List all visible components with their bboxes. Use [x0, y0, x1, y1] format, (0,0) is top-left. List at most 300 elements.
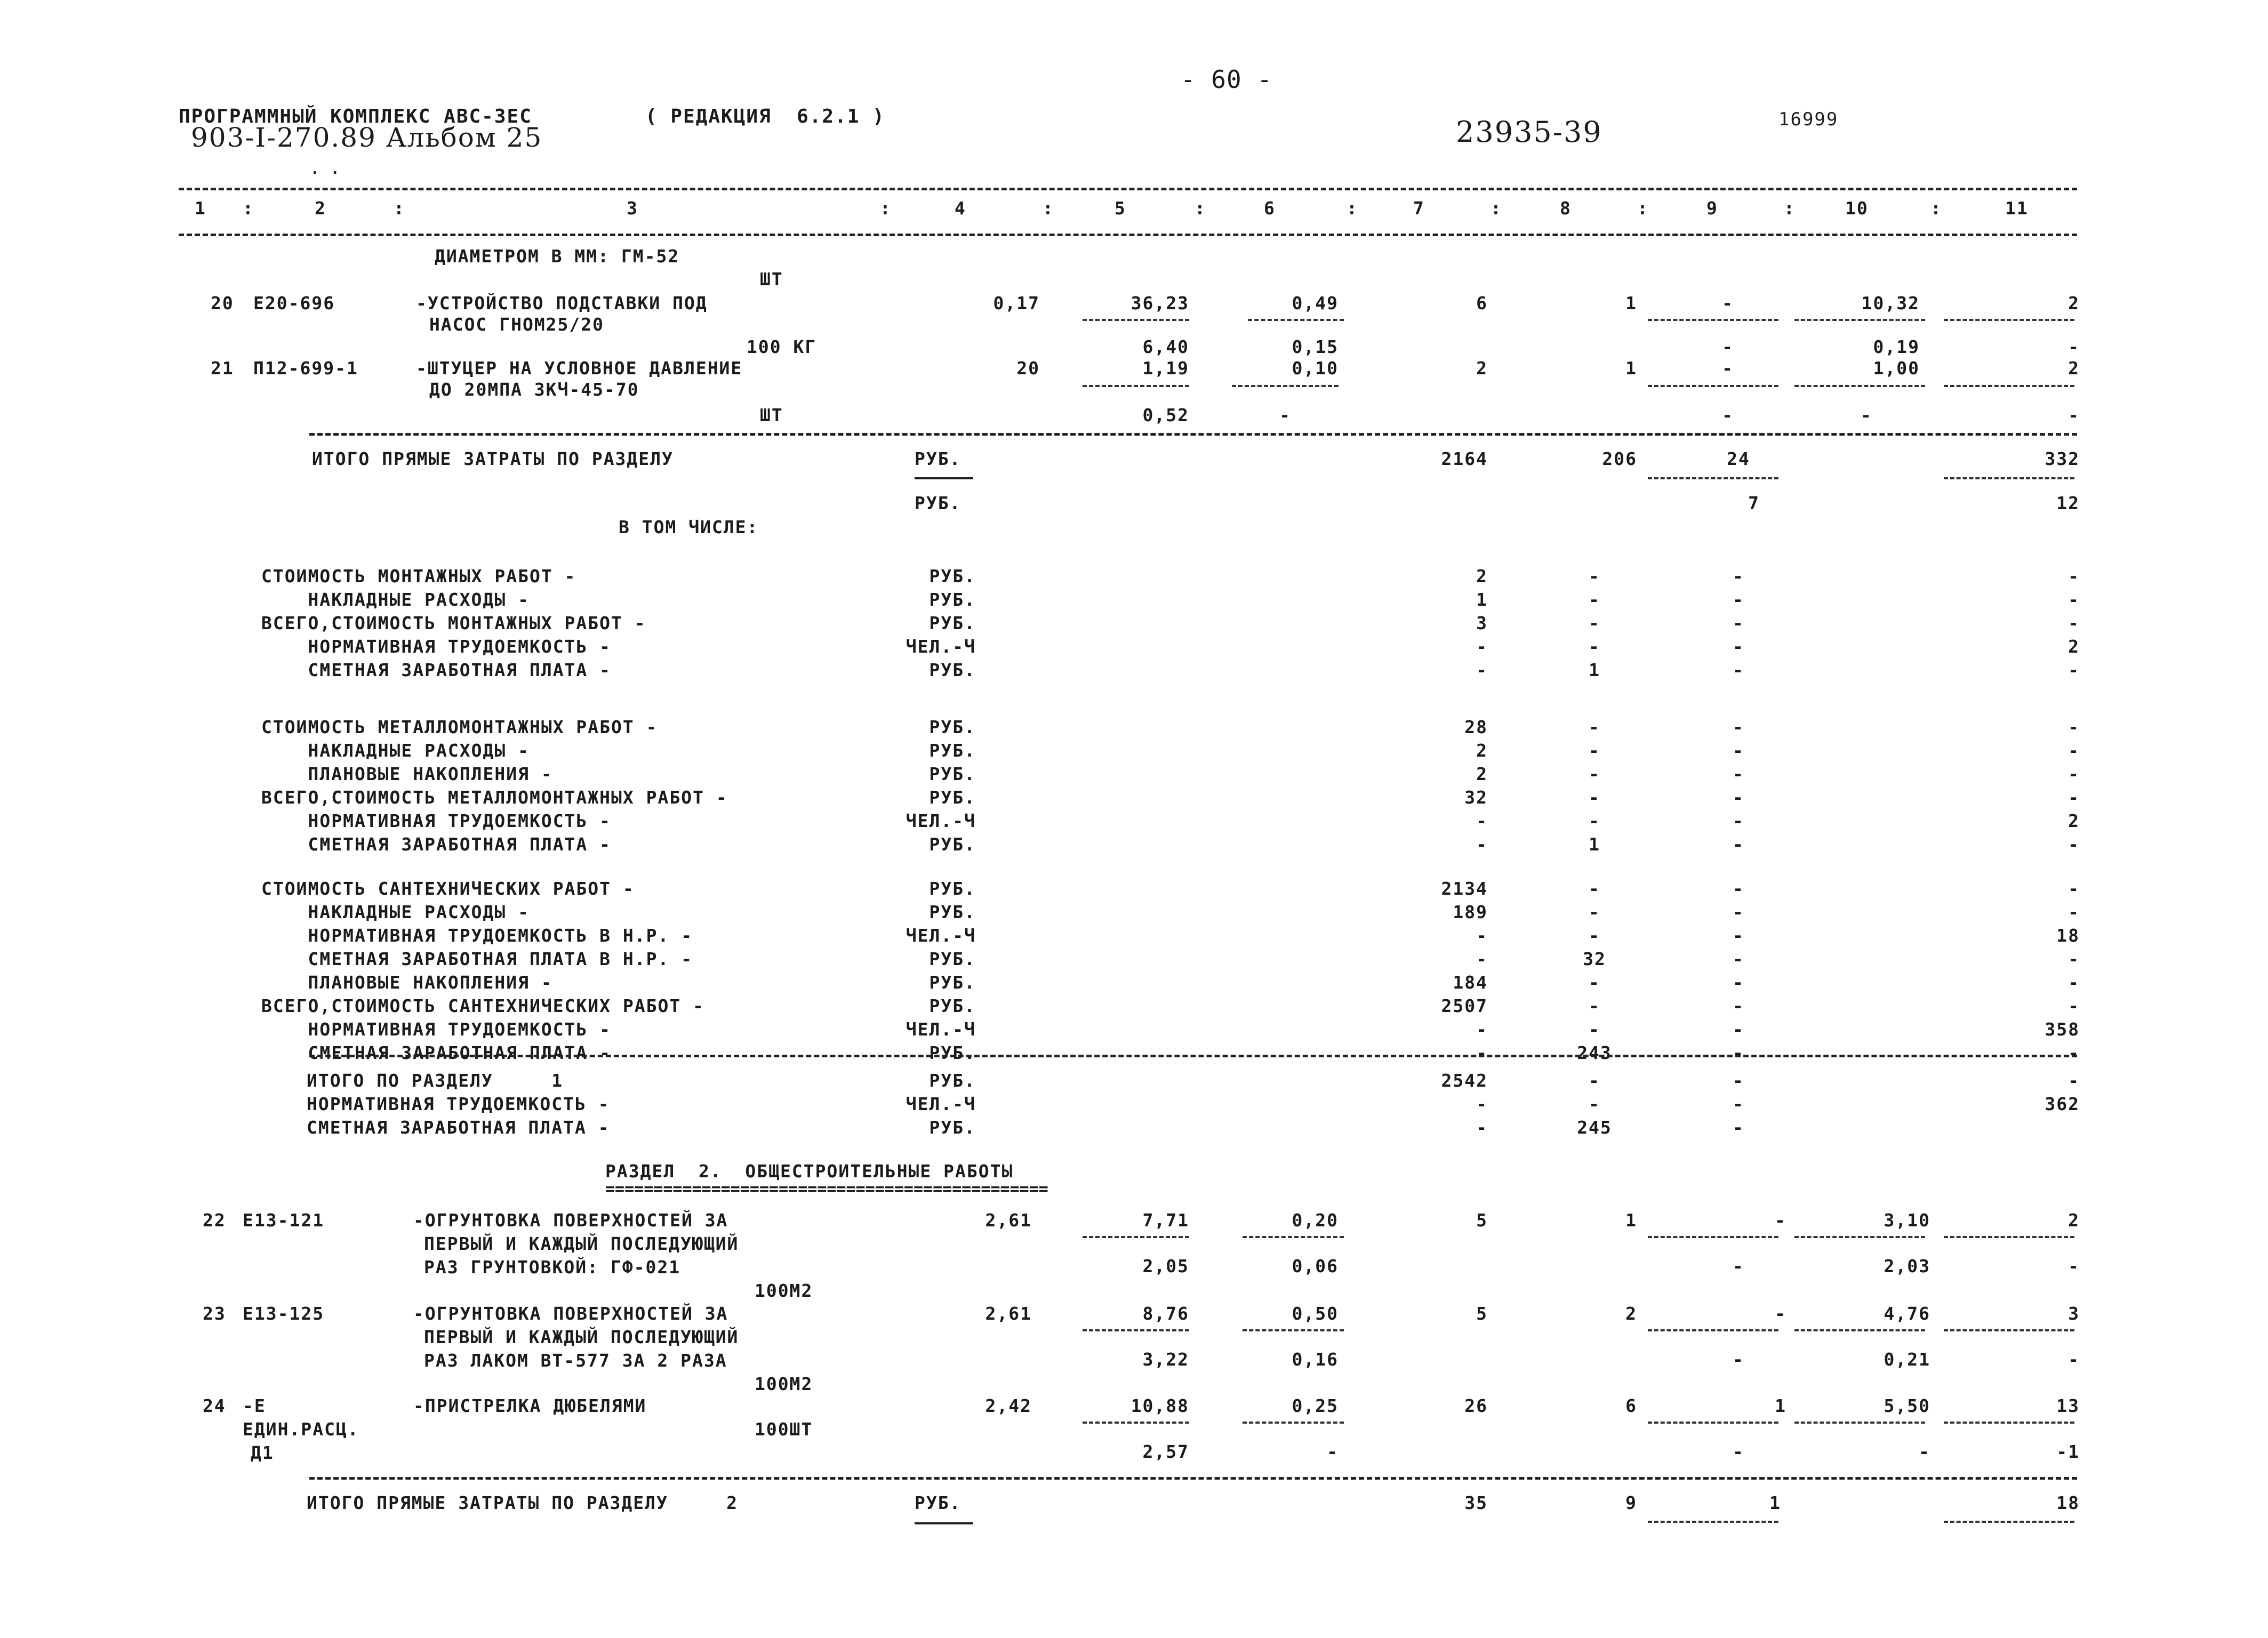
- cell-col9: -: [1722, 293, 1734, 314]
- cell-col8: 1: [1625, 358, 1637, 379]
- cell-col5: 8,76: [1142, 1303, 1189, 1324]
- cell-col5: 0,52: [1142, 405, 1189, 425]
- cell-rule: [1243, 1329, 1344, 1331]
- item-text: ПЕРВЫЙ И КАЖДЫЙ ПОСЛЕДУЮЩИЙ: [424, 1233, 739, 1254]
- cell-rule: [1794, 1236, 1925, 1238]
- cell-col11: -: [2068, 764, 2080, 784]
- cell-col9: -: [1733, 902, 1744, 922]
- section-rule: [309, 433, 2077, 436]
- item-unit: ШТ: [760, 405, 783, 425]
- cell-col9: -: [1775, 1210, 1786, 1231]
- row-label: НАКЛАДНЫЕ РАСХОДЫ -: [261, 740, 530, 761]
- item-unit: 100М2: [755, 1280, 813, 1301]
- row-unit: РУБ.: [929, 1042, 976, 1063]
- tick-mark: · ·: [310, 164, 341, 181]
- row-label: НОРМАТИВНАЯ ТРУДОЕМКОСТЬ -: [261, 1019, 612, 1040]
- row-label: НОРМАТИВНАЯ ТРУДОЕМКОСТЬ -: [261, 636, 612, 657]
- cell-col4: 0,17: [993, 293, 1040, 314]
- cell-col8: -: [1589, 764, 1600, 784]
- cell-col9: -: [1733, 589, 1744, 610]
- total-unit: РУБ.: [915, 448, 961, 469]
- cell-col11: 362: [2045, 1094, 2080, 1114]
- cell-col9: -: [1733, 764, 1744, 784]
- item-number: 24: [203, 1395, 226, 1416]
- cell-col11: 2: [2068, 293, 2080, 314]
- cell-col9: -: [1733, 949, 1744, 969]
- item-code: Е13-125: [243, 1303, 325, 1324]
- cell-col11: 2: [2068, 810, 2080, 831]
- cell-rule: [1083, 1422, 1189, 1424]
- cell-col8: 243: [1577, 1042, 1612, 1063]
- cell-col8: 1: [1625, 293, 1637, 314]
- cell-col11: -: [2068, 902, 2080, 922]
- row-label: СТОИМОСТЬ САНТЕХНИЧЕСКИХ РАБОТ -: [261, 878, 635, 899]
- item-text: -ШТУЦЕР НА УСЛОВНОЕ ДАВЛЕНИЕ: [416, 358, 743, 379]
- cell-rule: [1944, 1521, 2074, 1523]
- col-sep: :: [1347, 198, 1358, 219]
- cell-col8: -: [1589, 995, 1600, 1016]
- row-unit: РУБ.: [929, 949, 976, 969]
- cell-col8: 2: [1625, 1303, 1637, 1324]
- cell-col6: 0,50: [1292, 1303, 1339, 1324]
- cell-col11: 3: [2068, 1303, 2080, 1324]
- underline: [915, 1522, 973, 1524]
- cell-col5: 2,57: [1142, 1441, 1189, 1462]
- cell-col11: 13: [2056, 1395, 2080, 1416]
- cell-col7: 6: [1476, 293, 1488, 314]
- cell-col11: -: [2068, 336, 2080, 357]
- total-label: ИТОГО ПРЯМЫЕ ЗАТРАТЫ ПО РАЗДЕЛУ: [312, 448, 674, 469]
- cell-col9: -: [1733, 834, 1744, 855]
- cell-rule: [1944, 1422, 2074, 1424]
- row-label: СМЕТНАЯ ЗАРАБОТНАЯ ПЛАТА -: [261, 1042, 612, 1063]
- cell-col11: 2: [2068, 636, 2080, 657]
- cell-col11: -: [2068, 613, 2080, 633]
- cell-col9: 24: [1727, 448, 1750, 469]
- cell-col7: -: [1476, 925, 1488, 946]
- cell-col8: -: [1589, 787, 1600, 808]
- cell-col8: -: [1589, 1019, 1600, 1040]
- col-header: 8: [1560, 198, 1572, 219]
- cell-col8: -: [1589, 1094, 1600, 1114]
- cell-col8: -: [1589, 1070, 1600, 1091]
- cell-col7: 26: [1464, 1395, 1488, 1416]
- total-label: ИТОГО ПРЯМЫЕ ЗАТРАТЫ ПО РАЗДЕЛУ 2: [307, 1492, 739, 1513]
- section-2-title: РАЗДЕЛ 2. ОБЩЕСТРОИТЕЛЬНЫЕ РАБОТЫ: [605, 1161, 1014, 1182]
- cell-col8: -: [1589, 740, 1600, 761]
- cell-rule: [1794, 1329, 1925, 1331]
- col-sep: :: [880, 198, 892, 219]
- cell-col5: 3,22: [1142, 1349, 1189, 1370]
- cell-col10: 4,76: [1884, 1303, 1930, 1324]
- cell-col7: -: [1476, 636, 1488, 657]
- col-sep: :: [243, 198, 254, 219]
- col-sep: :: [394, 198, 405, 219]
- item-text: РАЗ ЛАКОМ ВТ-577 ЗА 2 РАЗА: [424, 1350, 727, 1371]
- cell-col11: 2: [2068, 1210, 2080, 1231]
- cell-col9: -: [1733, 810, 1744, 831]
- row-unit: ЧЕЛ.-Ч: [905, 1094, 976, 1114]
- cell-col9: -: [1733, 1094, 1744, 1114]
- cell-col6: 0,16: [1292, 1349, 1339, 1370]
- cell-col6: 0,20: [1292, 1210, 1339, 1231]
- item-text: ПЕРВЫЙ И КАЖДЫЙ ПОСЛЕДУЮЩИЙ: [424, 1327, 739, 1347]
- cell-col7: 2: [1476, 764, 1488, 784]
- total-unit: РУБ.: [915, 1492, 961, 1513]
- col-header: 10: [1845, 198, 1869, 219]
- item-text: -ПРИСТРЕЛКА ДЮБЕЛЯМИ: [413, 1395, 647, 1416]
- cell-col8: -: [1589, 589, 1600, 610]
- cell-col7: -: [1476, 810, 1488, 831]
- cell-col8: -: [1589, 902, 1600, 922]
- item-code: ЕДИН.РАСЦ.: [243, 1419, 359, 1440]
- item-number: 23: [203, 1303, 226, 1324]
- col-header: 1: [195, 198, 206, 219]
- col-header: 3: [627, 198, 638, 219]
- cell-col9: -: [1775, 1303, 1786, 1324]
- cell-col7: 5: [1476, 1210, 1488, 1231]
- album-title: 903-I-270.89 Альбом 25: [191, 122, 543, 153]
- cell-col6: 0,06: [1292, 1256, 1339, 1276]
- cell-col11: 18: [2056, 925, 2080, 946]
- cell-rule: [1243, 1236, 1344, 1238]
- row-label: СТОИМОСТЬ МЕТАЛЛОМОНТАЖНЫХ РАБОТ -: [261, 717, 658, 737]
- cell-col8: -: [1589, 566, 1600, 587]
- cell-rule: [1648, 1329, 1778, 1331]
- cell-col11: -: [2068, 949, 2080, 969]
- cell-col9: -: [1733, 1117, 1744, 1138]
- row-label: НАКЛАДНЫЕ РАСХОДЫ -: [261, 902, 530, 922]
- row-unit: РУБ.: [929, 717, 976, 737]
- cell-col4: 2,61: [985, 1210, 1032, 1231]
- cell-col11: -: [2068, 1256, 2080, 1276]
- row-unit: ЧЕЛ.-Ч: [905, 810, 976, 831]
- cell-col7: -: [1476, 949, 1488, 969]
- col-header: 11: [2005, 198, 2029, 219]
- cell-col6: 0,10: [1292, 358, 1339, 379]
- cell-col9: -: [1733, 1256, 1744, 1276]
- cell-rule: [1794, 319, 1925, 321]
- cell-col8: 1: [1625, 1210, 1637, 1231]
- cell-rule: [1944, 477, 2074, 479]
- cell-rule: [1648, 1422, 1778, 1424]
- row-label: ВСЕГО,СТОИМОСТЬ САНТЕХНИЧЕСКИХ РАБОТ -: [261, 995, 704, 1016]
- cell-col10: 5,50: [1884, 1395, 1930, 1416]
- row-unit: ЧЕЛ.-Ч: [905, 636, 976, 657]
- cell-col11: -: [2068, 566, 2080, 587]
- cell-col4: 2,42: [985, 1395, 1032, 1416]
- cell-rule: [1083, 319, 1189, 321]
- row-unit: РУБ.: [929, 589, 976, 610]
- cell-rule: [1083, 385, 1189, 387]
- cell-rule: [1794, 385, 1925, 387]
- cell-col11: 2: [2068, 358, 2080, 379]
- row-unit: ЧЕЛ.-Ч: [905, 1019, 976, 1040]
- cell-col9: -: [1733, 925, 1744, 946]
- row-label: ПЛАНОВЫЕ НАКОПЛЕНИЯ -: [261, 764, 553, 784]
- cell-col11: -: [2068, 405, 2080, 425]
- cell-col7: 3: [1476, 613, 1488, 633]
- item-code: Е20-696: [253, 293, 335, 314]
- cell-col6: 0,15: [1292, 336, 1339, 357]
- cell-col11: -: [2068, 834, 2080, 855]
- cell-col9: -: [1722, 336, 1734, 357]
- row-label: СМЕТНАЯ ЗАРАБОТНАЯ ПЛАТА -: [261, 660, 612, 680]
- item-code: П12-699-1: [253, 358, 358, 379]
- row-unit: РУБ.: [929, 613, 976, 633]
- row-unit: РУБ.: [929, 995, 976, 1016]
- row-label: НАКЛАДНЫЕ РАСХОДЫ -: [261, 589, 530, 610]
- cell-col6: -: [1279, 405, 1291, 425]
- cell-col9: -: [1733, 740, 1744, 761]
- row-label: НОРМАТИВНАЯ ТРУДОЕМКОСТЬ -: [307, 1094, 610, 1114]
- row-unit: РУБ.: [929, 972, 976, 993]
- cell-col5: 6,40: [1142, 336, 1189, 357]
- cell-col8: -: [1589, 972, 1600, 993]
- cell-col8: -: [1589, 717, 1600, 737]
- row-unit: РУБ.: [929, 878, 976, 899]
- row-unit: РУБ.: [929, 764, 976, 784]
- item-text: РАЗ ГРУНТОВКОЙ: ГФ-021: [424, 1257, 681, 1278]
- cell-col11: -: [2068, 1349, 2080, 1370]
- cell-col10: 3,10: [1884, 1210, 1930, 1231]
- cell-col7: 2542: [1441, 1070, 1488, 1091]
- cell-rule: [1944, 385, 2074, 387]
- cell-rule: [1232, 385, 1339, 387]
- col-sep: :: [1490, 198, 1502, 219]
- item-code: Е13-121: [243, 1210, 325, 1231]
- cell-col7: -: [1476, 1019, 1488, 1040]
- cell-col9: 7: [1748, 493, 1760, 513]
- row-unit: РУБ.: [929, 902, 976, 922]
- cell-col7: 2: [1476, 358, 1488, 379]
- cell-col11: -: [2068, 1070, 2080, 1091]
- cell-rule: [1648, 319, 1778, 321]
- row-unit: РУБ.: [929, 566, 976, 587]
- row-label: ИТОГО ПО РАЗДЕЛУ 1: [307, 1070, 564, 1091]
- row-label: СМЕТНАЯ ЗАРАБОТНАЯ ПЛАТА -: [261, 834, 612, 855]
- cell-col7: 2164: [1441, 448, 1488, 469]
- cell-col11: -: [2068, 740, 2080, 761]
- cell-col8: 9: [1625, 1492, 1637, 1513]
- cell-col6: 0,49: [1292, 293, 1339, 314]
- cell-col7: 2507: [1441, 995, 1488, 1016]
- cell-rule: [1648, 1236, 1778, 1238]
- row-unit: РУБ.: [929, 660, 976, 680]
- cell-col7: 184: [1453, 972, 1488, 993]
- col-header: 9: [1706, 198, 1718, 219]
- col-sep: :: [1637, 198, 1649, 219]
- cell-col8: -: [1589, 810, 1600, 831]
- item-unit: ШТ: [760, 269, 783, 290]
- cell-col11: -1: [2056, 1441, 2080, 1462]
- row-label: СМЕТНАЯ ЗАРАБОТНАЯ ПЛАТА -: [307, 1117, 610, 1138]
- row-label: НОРМАТИВНАЯ ТРУДОЕМКОСТЬ -: [261, 810, 612, 831]
- cell-col9: -: [1722, 405, 1734, 425]
- code-number: 16999: [1778, 109, 1839, 130]
- col-sep: :: [1195, 198, 1206, 219]
- item-number: 21: [211, 358, 234, 379]
- cell-col7: -: [1476, 660, 1488, 680]
- cell-col9: 1: [1775, 1395, 1786, 1416]
- cell-rule: [1648, 385, 1778, 387]
- row-label: ВСЕГО,СТОИМОСТЬ МЕТАЛЛОМОНТАЖНЫХ РАБОТ -: [261, 787, 728, 808]
- cell-col7: 2: [1476, 566, 1488, 587]
- cell-col7: 189: [1453, 902, 1488, 922]
- item-text: -УСТРОЙСТВО ПОДСТАВКИ ПОД: [416, 293, 708, 314]
- cell-rule: [1944, 1236, 2074, 1238]
- cell-col5: 10,88: [1131, 1395, 1189, 1416]
- cell-col9: -: [1733, 878, 1744, 899]
- cell-col7: 35: [1464, 1492, 1488, 1513]
- cell-col6: 0,25: [1292, 1395, 1339, 1416]
- cell-col8: 245: [1577, 1117, 1612, 1138]
- cell-col9: -: [1733, 717, 1744, 737]
- cell-rule: [1083, 1329, 1189, 1331]
- cell-col9: -: [1733, 787, 1744, 808]
- cell-col8: 206: [1602, 448, 1637, 469]
- cell-col7: 2134: [1441, 878, 1488, 899]
- cell-col8: 32: [1583, 949, 1606, 969]
- cell-col11: -: [2068, 717, 2080, 737]
- cell-col9: -: [1733, 566, 1744, 587]
- cell-col11: 12: [2056, 493, 2080, 513]
- cell-col8: -: [1589, 636, 1600, 657]
- cell-col7: 1: [1476, 589, 1488, 610]
- cell-col10: -: [1919, 1441, 1930, 1462]
- cell-col6: -: [1327, 1441, 1339, 1462]
- row-label: СТОИМОСТЬ МОНТАЖНЫХ РАБОТ -: [261, 566, 576, 587]
- cell-rule: [1794, 1422, 1925, 1424]
- cell-col10: 0,21: [1884, 1349, 1930, 1370]
- row-unit: РУБ.: [929, 787, 976, 808]
- row-unit: ЧЕЛ.-Ч: [905, 925, 976, 946]
- cell-col8: 1: [1589, 660, 1600, 680]
- cell-col11: -: [2068, 787, 2080, 808]
- cell-col9: -: [1733, 1349, 1744, 1370]
- col-sep: :: [1930, 198, 1942, 219]
- cell-rule: [1648, 477, 1778, 479]
- cell-col5: 2,05: [1142, 1256, 1189, 1276]
- item-unit: 100М2: [755, 1374, 813, 1394]
- row-unit: РУБ.: [929, 1070, 976, 1091]
- cell-col11: -: [2068, 995, 2080, 1016]
- cell-col11: -: [2068, 589, 2080, 610]
- row-label: ВСЕГО,СТОИМОСТЬ МОНТАЖНЫХ РАБОТ -: [261, 613, 646, 633]
- item-text: -ОГРУНТОВКА ПОВЕРХНОСТЕЙ ЗА: [413, 1303, 728, 1324]
- cell-col7: 28: [1464, 717, 1488, 737]
- row-unit: РУБ.: [929, 740, 976, 761]
- cell-col9: -: [1733, 1441, 1744, 1462]
- col-header: 2: [315, 198, 326, 219]
- underline: [915, 477, 973, 479]
- cell-col10: 0,19: [1873, 336, 1920, 357]
- cell-col7: -: [1476, 834, 1488, 855]
- col-header: 7: [1413, 198, 1425, 219]
- cell-col4: 2,61: [985, 1303, 1032, 1324]
- header-rule-top: [179, 188, 2077, 190]
- cell-col9: -: [1733, 995, 1744, 1016]
- cell-col8: -: [1589, 878, 1600, 899]
- col-header: 4: [955, 198, 966, 219]
- item-code: -Е: [243, 1395, 266, 1416]
- program-name: ПРОГРАММНЫЙ КОМПЛЕКС АВС-3ЕС: [179, 106, 532, 127]
- header-rule-bottom: [179, 234, 2077, 236]
- cell-col10: 10,32: [1861, 293, 1920, 314]
- cell-col11: 358: [2045, 1019, 2080, 1040]
- item-text: НАСОС ГНОМ25/20: [429, 314, 605, 335]
- cell-col9: -: [1733, 972, 1744, 993]
- cell-col10: -: [1861, 405, 1872, 425]
- col-sep: :: [1043, 198, 1054, 219]
- double-rule: ==============================================: [605, 1180, 1048, 1199]
- edition: ( РЕДАКЦИЯ 6.2.1 ): [645, 106, 885, 127]
- item-text: ДИАМЕТРОМ В ММ: ГМ-52: [435, 246, 680, 267]
- cell-rule: [1944, 319, 2074, 321]
- cell-col10: 2,03: [1884, 1256, 1930, 1276]
- cell-col8: 6: [1625, 1395, 1637, 1416]
- cell-col5: 36,23: [1131, 293, 1189, 314]
- col-header: 6: [1264, 198, 1276, 219]
- total-unit: РУБ.: [915, 493, 961, 513]
- section-rule: [309, 1055, 2077, 1057]
- cell-col7: 5: [1476, 1303, 1488, 1324]
- row-unit: РУБ.: [929, 834, 976, 855]
- item-text: ДО 20МПА 3КЧ-45-70: [429, 379, 639, 400]
- col-sep: :: [1784, 198, 1796, 219]
- cell-col9: -: [1733, 636, 1744, 657]
- document-number: 23935-39: [1456, 115, 1602, 149]
- cell-col7: -: [1476, 1094, 1488, 1114]
- cell-col5: 7,71: [1142, 1210, 1189, 1231]
- cell-col7: -: [1476, 1117, 1488, 1138]
- cell-col7: -: [1476, 1042, 1488, 1063]
- cell-rule: [1944, 1329, 2074, 1331]
- cell-col9: -: [1733, 660, 1744, 680]
- section-rule: [309, 1477, 2077, 1480]
- cell-col11: 18: [2056, 1492, 2080, 1513]
- cell-col9: -: [1733, 1042, 1744, 1063]
- item-unit: 100ШТ: [755, 1419, 813, 1440]
- cell-col7: 2: [1476, 740, 1488, 761]
- cell-rule: [1083, 1236, 1189, 1238]
- cell-col9: -: [1733, 1070, 1744, 1091]
- row-unit: РУБ.: [929, 1117, 976, 1138]
- col-header: 5: [1115, 198, 1126, 219]
- item-text: -ОГРУНТОВКА ПОВЕРХНОСТЕЙ ЗА: [413, 1210, 728, 1231]
- cell-col8: 1: [1589, 834, 1600, 855]
- cell-rule: [1243, 1422, 1344, 1424]
- item-number: 22: [203, 1210, 226, 1231]
- row-label: ПЛАНОВЫЕ НАКОПЛЕНИЯ -: [261, 972, 553, 993]
- cell-col11: -: [2068, 1042, 2080, 1063]
- cell-col9: -: [1722, 358, 1734, 379]
- cell-rule: [1248, 319, 1344, 321]
- cell-col5: 1,19: [1142, 358, 1189, 379]
- row-label: СМЕТНАЯ ЗАРАБОТНАЯ ПЛАТА В Н.Р. -: [261, 949, 693, 969]
- cell-col8: -: [1589, 925, 1600, 946]
- cell-col11: -: [2068, 972, 2080, 993]
- cell-col9: 1: [1769, 1492, 1781, 1513]
- page-number: - 60 -: [1180, 65, 1273, 94]
- item-unit: 100 КГ: [747, 336, 817, 357]
- cell-col11: -: [2068, 660, 2080, 680]
- cell-col10: 1,00: [1873, 358, 1920, 379]
- including-label: В ТОМ ЧИСЛЕ:: [619, 517, 759, 537]
- row-label: НОРМАТИВНАЯ ТРУДОЕМКОСТЬ В Н.Р. -: [261, 925, 693, 946]
- cell-col11: 332: [2045, 448, 2080, 469]
- cell-col11: -: [2068, 878, 2080, 899]
